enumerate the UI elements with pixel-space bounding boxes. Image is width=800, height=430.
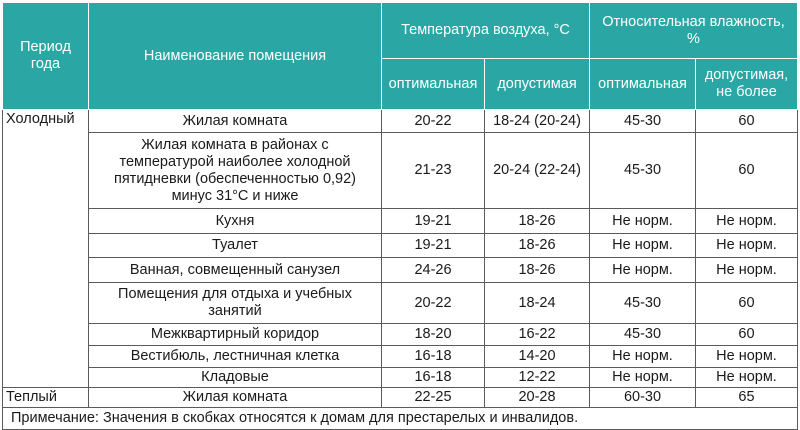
temp-allowed-cell: 18-24 (20-24) <box>485 110 590 133</box>
temp-optimal-cell: 21-23 <box>382 133 485 209</box>
table-row <box>3 133 798 209</box>
hum-allowed-cell: 60 <box>696 133 798 209</box>
hum-optimal-cell: Не норм. <box>590 258 696 283</box>
temp-optimal-cell: 20-22 <box>382 283 485 324</box>
room-cell: Кладовые <box>89 368 382 388</box>
hum-allowed-cell: 65 <box>696 388 798 408</box>
table-row <box>3 346 798 368</box>
temp-optimal-cell: 20-22 <box>382 110 485 133</box>
room-cell: Ванная, совмещенный санузел <box>89 258 382 283</box>
table-row <box>3 110 798 133</box>
header-period: Период года <box>3 3 89 110</box>
temp-allowed-cell: 16-22 <box>485 324 590 346</box>
hum-allowed-cell: Не норм. <box>696 234 798 258</box>
table-row <box>3 209 798 234</box>
hum-optimal-cell: 45-30 <box>590 110 696 133</box>
table-row <box>3 324 798 346</box>
hum-optimal-cell: 45-30 <box>590 283 696 324</box>
temp-allowed-cell: 20-28 <box>485 388 590 408</box>
room-cell: Кухня <box>89 209 382 234</box>
table-row <box>3 388 798 408</box>
note-row <box>3 408 798 430</box>
header-temp-optimal: оптимальная <box>382 59 485 110</box>
hum-allowed-cell: Не норм. <box>696 368 798 388</box>
hum-optimal-cell: Не норм. <box>590 368 696 388</box>
hum-optimal-cell: Не норм. <box>590 234 696 258</box>
room-cell: Туалет <box>89 234 382 258</box>
temp-allowed-cell: 18-26 <box>485 209 590 234</box>
temp-optimal-cell: 24-26 <box>382 258 485 283</box>
room-cell: Жилая комната <box>89 388 382 408</box>
room-cell: Помещения для отдыха и учебных занятий <box>89 283 382 324</box>
temp-optimal-cell: 19-21 <box>382 209 485 234</box>
temp-optimal-cell: 16-18 <box>382 368 485 388</box>
room-cell: Вестибюль, лестничная клетка <box>89 346 382 368</box>
hum-allowed-cell: 60 <box>696 283 798 324</box>
hum-optimal-cell: 45-30 <box>590 324 696 346</box>
hum-optimal-cell: 45-30 <box>590 133 696 209</box>
temp-optimal-cell: 19-21 <box>382 234 485 258</box>
table-note: Примечание: Значения в скобках относятся к домам для престарелых и инвалидов. <box>3 408 798 430</box>
hum-allowed-cell: Не норм. <box>696 209 798 234</box>
temp-allowed-cell: 12-22 <box>485 368 590 388</box>
temp-allowed-cell: 18-26 <box>485 234 590 258</box>
room-cell: Жилая комната в районах с температурой наиболее холодной пятидневки (обеспеченностью 0,92) минус 31°С и ниже <box>89 133 382 209</box>
temp-allowed-cell: 18-24 <box>485 283 590 324</box>
hum-allowed-cell: Не норм. <box>696 346 798 368</box>
climate-norms-table <box>2 2 798 430</box>
table-row <box>3 283 798 324</box>
temp-allowed-cell: 18-26 <box>485 258 590 283</box>
temp-optimal-cell: 18-20 <box>382 324 485 346</box>
temp-allowed-cell: 14-20 <box>485 346 590 368</box>
header-hum-allowed: допустимая, не более <box>696 59 798 110</box>
period-cold: Холодный <box>3 110 89 388</box>
header-hum-optimal: оптимальная <box>590 59 696 110</box>
room-cell: Межквартирный коридор <box>89 324 382 346</box>
temp-optimal-cell: 16-18 <box>382 346 485 368</box>
temp-allowed-cell: 20-24 (22-24) <box>485 133 590 209</box>
room-cell: Жилая комната <box>89 110 382 133</box>
temp-optimal-cell: 22-25 <box>382 388 485 408</box>
hum-allowed-cell: 60 <box>696 110 798 133</box>
period-warm: Теплый <box>3 388 89 408</box>
hum-allowed-cell: Не норм. <box>696 258 798 283</box>
climate-norms-table-wrapper <box>2 2 797 430</box>
hum-optimal-cell: Не норм. <box>590 209 696 234</box>
header-humidity: Относительная влажность, % <box>590 3 798 59</box>
hum-optimal-cell: Не норм. <box>590 346 696 368</box>
table-row <box>3 258 798 283</box>
header-room: Наименование помещения <box>89 3 382 110</box>
hum-allowed-cell: 60 <box>696 324 798 346</box>
table-row <box>3 368 798 388</box>
header-temp-allowed: допустимая <box>485 59 590 110</box>
hum-optimal-cell: 60-30 <box>590 388 696 408</box>
table-row <box>3 234 798 258</box>
header-temperature: Температура воздуха, °С <box>382 3 590 59</box>
